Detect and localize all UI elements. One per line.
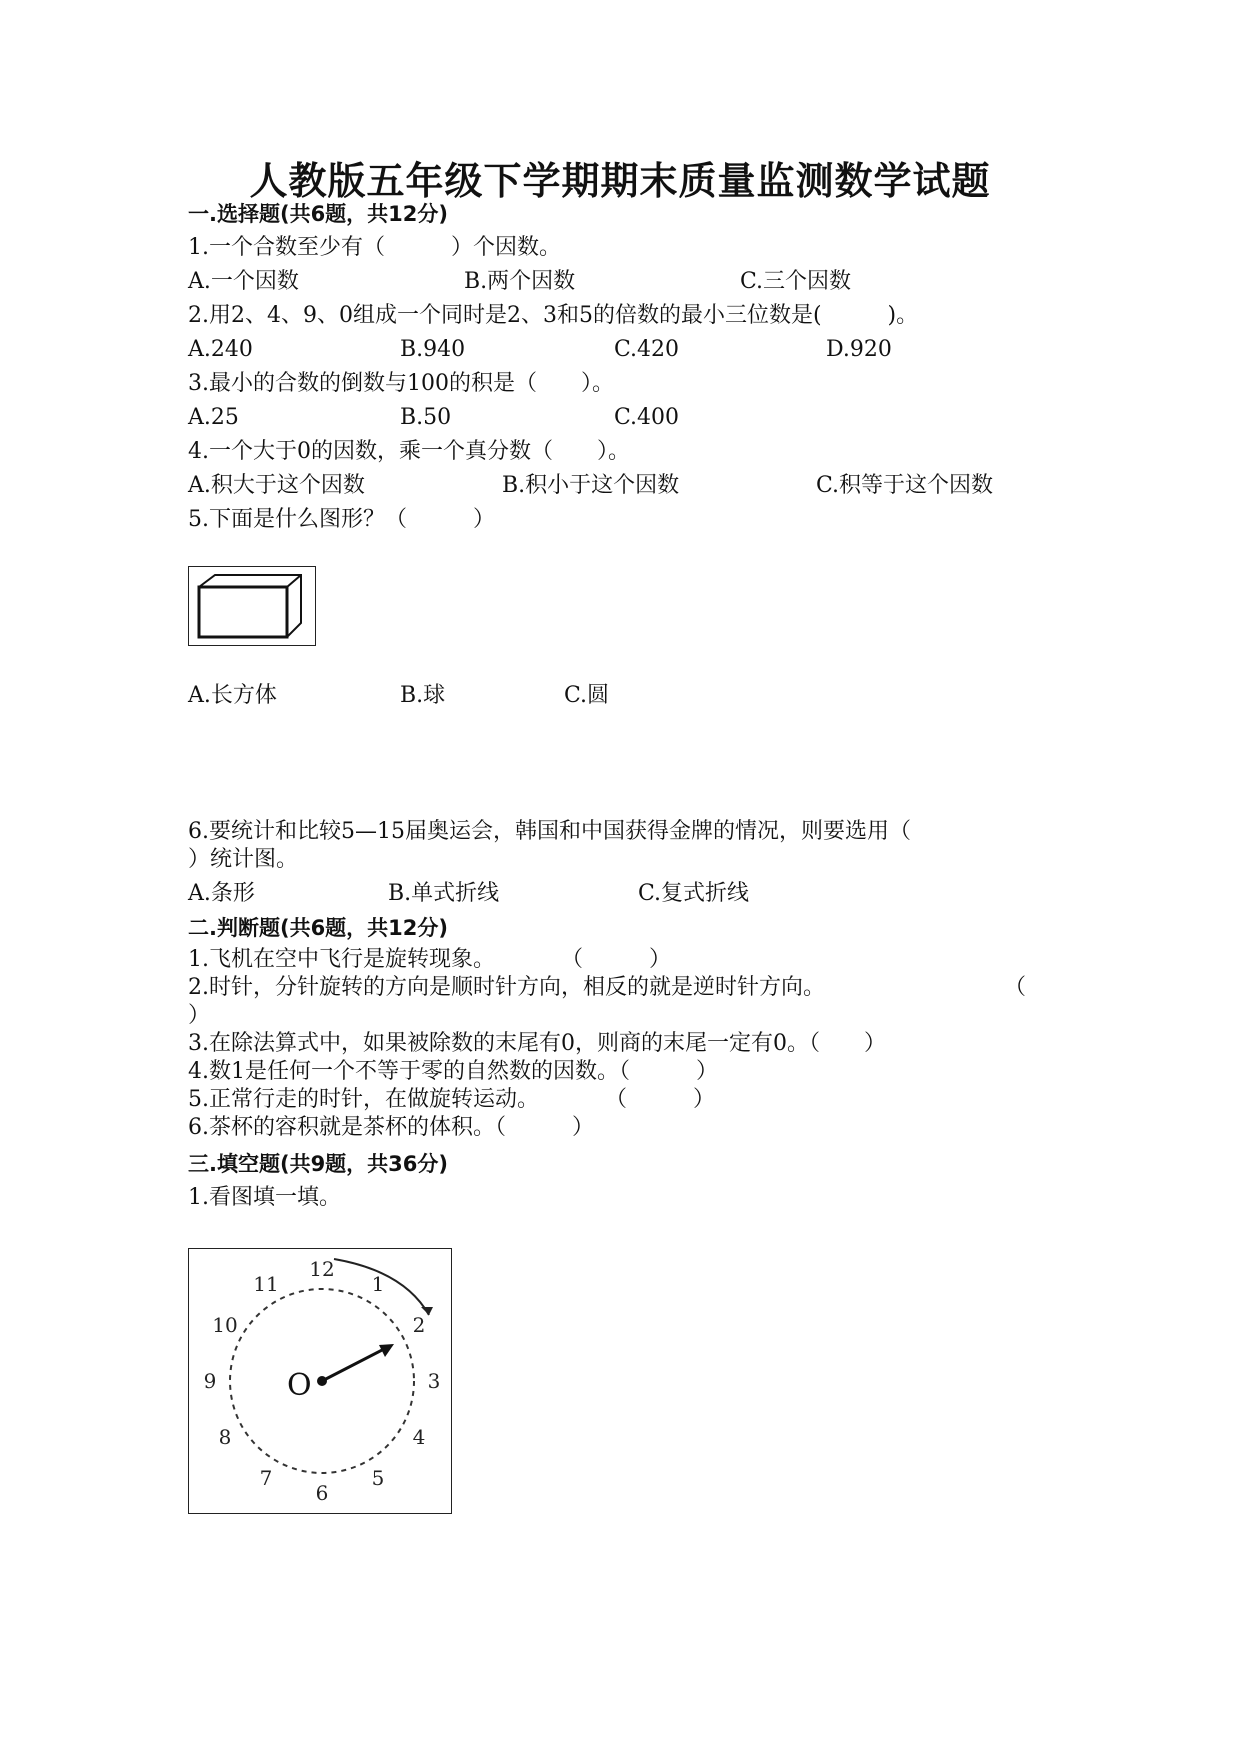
option-a: A.240 bbox=[188, 337, 253, 362]
section-heading-judge: 二.判断题(共6题，共12分) bbox=[188, 916, 449, 940]
section-heading-fill: 三.填空题(共9题，共36分) bbox=[188, 1152, 449, 1176]
option-c: C.三个因数 bbox=[740, 269, 852, 294]
option-b: B.两个因数 bbox=[464, 269, 576, 294]
option-b: B.940 bbox=[400, 337, 466, 362]
option-a: A.长方体 bbox=[188, 683, 277, 708]
clock-number: 1 bbox=[371, 1272, 385, 1296]
option-c: C.420 bbox=[614, 337, 680, 362]
clock-figure bbox=[188, 1248, 452, 1514]
clock-number: 9 bbox=[203, 1369, 217, 1393]
clock-number: 10 bbox=[212, 1313, 238, 1337]
clock-number: 3 bbox=[427, 1369, 441, 1393]
judge-item: 6.茶杯的容积就是茶杯的体积。（ ） bbox=[188, 1115, 594, 1140]
question-text-continued: ）统计图。 bbox=[188, 847, 299, 872]
option-d: D.920 bbox=[826, 337, 892, 362]
option-b: B.积小于这个因数 bbox=[502, 473, 680, 498]
question-text: 1.一个合数至少有（ ）个因数。 bbox=[188, 235, 561, 260]
option-a: A.积大于这个因数 bbox=[188, 473, 365, 498]
judge-item: 2.时针，分针旋转的方向是顺时针方向，相反的就是逆时针方向。 bbox=[188, 975, 825, 1000]
center-label: O bbox=[287, 1368, 312, 1403]
clock-number: 6 bbox=[315, 1481, 329, 1505]
option-a: A.25 bbox=[188, 405, 239, 430]
section-heading-choice: 一.选择题(共6题，共12分) bbox=[188, 202, 449, 226]
cuboid-figure bbox=[188, 566, 316, 646]
option-a: A.条形 bbox=[188, 881, 255, 906]
option-c: C.积等于这个因数 bbox=[816, 473, 994, 498]
clock-number: 2 bbox=[412, 1313, 426, 1337]
question-text: 5.下面是什么图形？（ ） bbox=[188, 507, 495, 532]
page-title: 人教版五年级下学期期末质量监测数学试题 bbox=[249, 158, 991, 203]
question-text: 6.要统计和比较5—15届奥运会，韩国和中国获得金牌的情况，则要选用（ bbox=[188, 819, 911, 844]
judge-item-continued: ） bbox=[188, 1003, 211, 1028]
option-b: B.球 bbox=[400, 683, 446, 708]
option-c: C.400 bbox=[614, 405, 680, 430]
question-text: 3.最小的合数的倒数与100的积是（ ）。 bbox=[188, 371, 614, 396]
judge-item: 3.在除法算式中，如果被除数的末尾有0，则商的末尾一定有0。（ ） bbox=[188, 1031, 886, 1056]
question-text: 4.一个大于0的因数，乘一个真分数（ ）。 bbox=[188, 439, 630, 464]
judge-paren: （ bbox=[1004, 975, 1027, 1000]
clock-number: 4 bbox=[412, 1425, 426, 1449]
option-c: C.复式折线 bbox=[638, 881, 750, 906]
clock-number: 11 bbox=[253, 1272, 279, 1296]
clock-number: 12 bbox=[309, 1257, 335, 1281]
clock-number: 7 bbox=[259, 1466, 273, 1490]
clock-center-dot bbox=[317, 1376, 327, 1386]
option-b: B.单式折线 bbox=[388, 881, 500, 906]
option-c: C.圆 bbox=[564, 683, 610, 708]
question-text: 2.用2、4、9、0组成一个同时是2、3和5的倍数的最小三位数是( )。 bbox=[188, 303, 919, 328]
clock-hand bbox=[322, 1349, 384, 1381]
clock-number: 5 bbox=[371, 1466, 385, 1490]
option-a: A.一个因数 bbox=[188, 269, 299, 294]
option-b: B.50 bbox=[400, 405, 452, 430]
judge-item: 4.数1是任何一个不等于零的自然数的因数。（ ） bbox=[188, 1059, 718, 1084]
clock-number: 8 bbox=[218, 1425, 232, 1449]
judge-item: 1.飞机在空中飞行是旋转现象。 （ ） bbox=[188, 947, 671, 972]
question-text: 1.看图填一填。 bbox=[188, 1185, 341, 1210]
judge-item: 5.正常行走的时针，在做旋转运动。 （ ） bbox=[188, 1087, 715, 1112]
